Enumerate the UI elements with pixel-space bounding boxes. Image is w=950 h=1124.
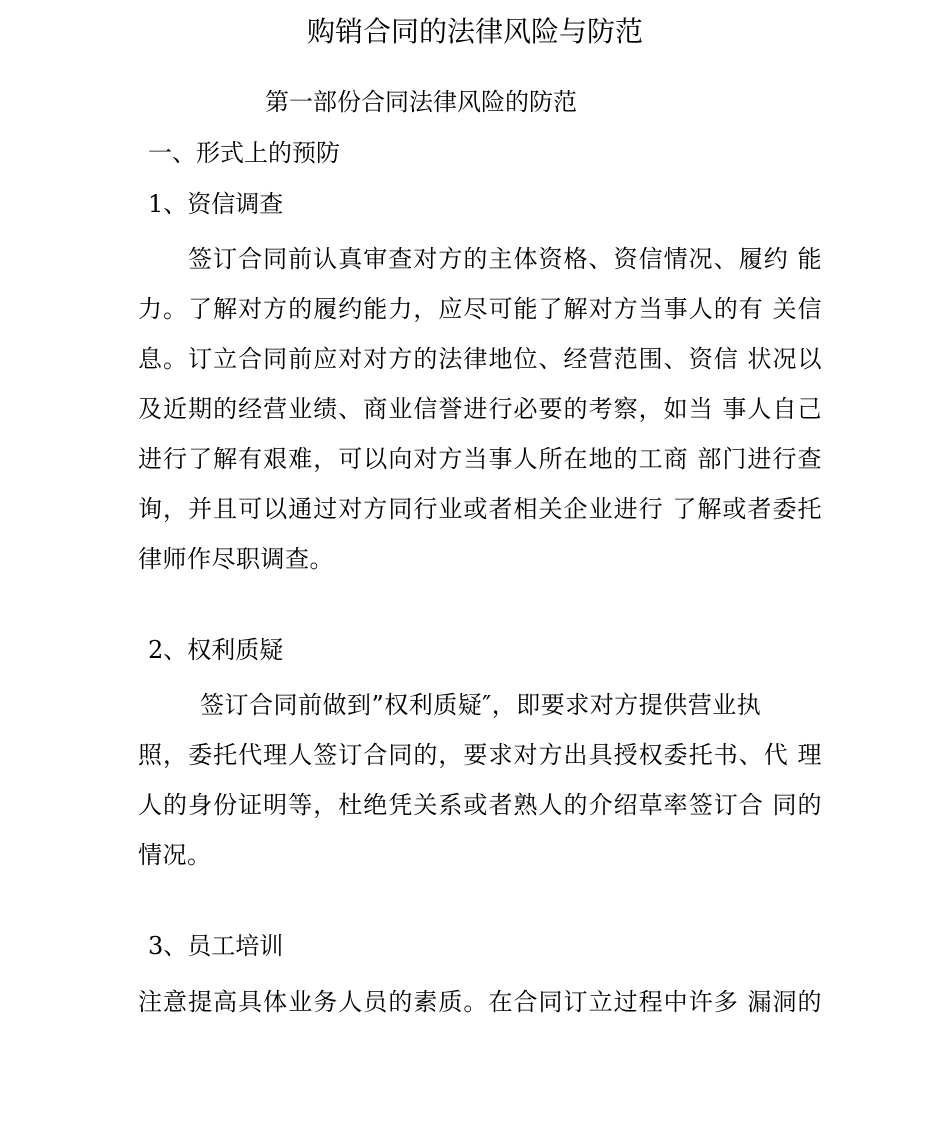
paragraph-line: 签订合同前做到”权利质疑″，即要求对方提供营业执 <box>200 691 762 719</box>
paragraph-line: 及近期的经营业绩、商业信誉进行必要的考察，如当 事人自己 <box>138 395 822 423</box>
paragraph-line: 签订合同前认真审查对方的主体资格、资信情况、履约 能 <box>188 245 822 273</box>
item-heading-2: 2、权利质疑 <box>148 636 284 664</box>
section-heading: 一、形式上的预防 <box>148 139 340 167</box>
paragraph-line: 进行了解有艰难，可以向对方当事人所在地的工商 部门进行查 <box>138 445 822 473</box>
paragraph-line: 力。了解对方的履约能力，应尽可能了解对方当事人的有 关信 <box>138 295 822 323</box>
part-title: 第一部份合同法律风险的防范 <box>265 88 577 116</box>
document-title: 购销合同的法律风险与防范 <box>306 15 643 48</box>
paragraph-line: 息。订立合同前应对对方的法律地位、经营范围、资信 状况以 <box>138 345 822 373</box>
item-heading-3: 3、员工培训 <box>148 932 284 960</box>
paragraph-line: 照，委托代理人签订合同的，要求对方出具授权委托书、代 理 <box>138 741 822 769</box>
paragraph-line: 人的身份证明等，杜绝凭关系或者熟人的介绍草率签订合 同的 <box>138 791 822 819</box>
paragraph-line: 询，并且可以通过对方同行业或者相关企业进行 了解或者委托 <box>138 495 822 523</box>
paragraph-line: 情况。 <box>138 841 212 869</box>
paragraph-line: 律师作尽职调查。 <box>138 545 334 573</box>
paragraph-line: 注意提高具体业务人员的素质。在合同订立过程中许多 漏洞的 <box>138 988 822 1016</box>
item-heading-1: 1、资信调查 <box>148 190 284 218</box>
